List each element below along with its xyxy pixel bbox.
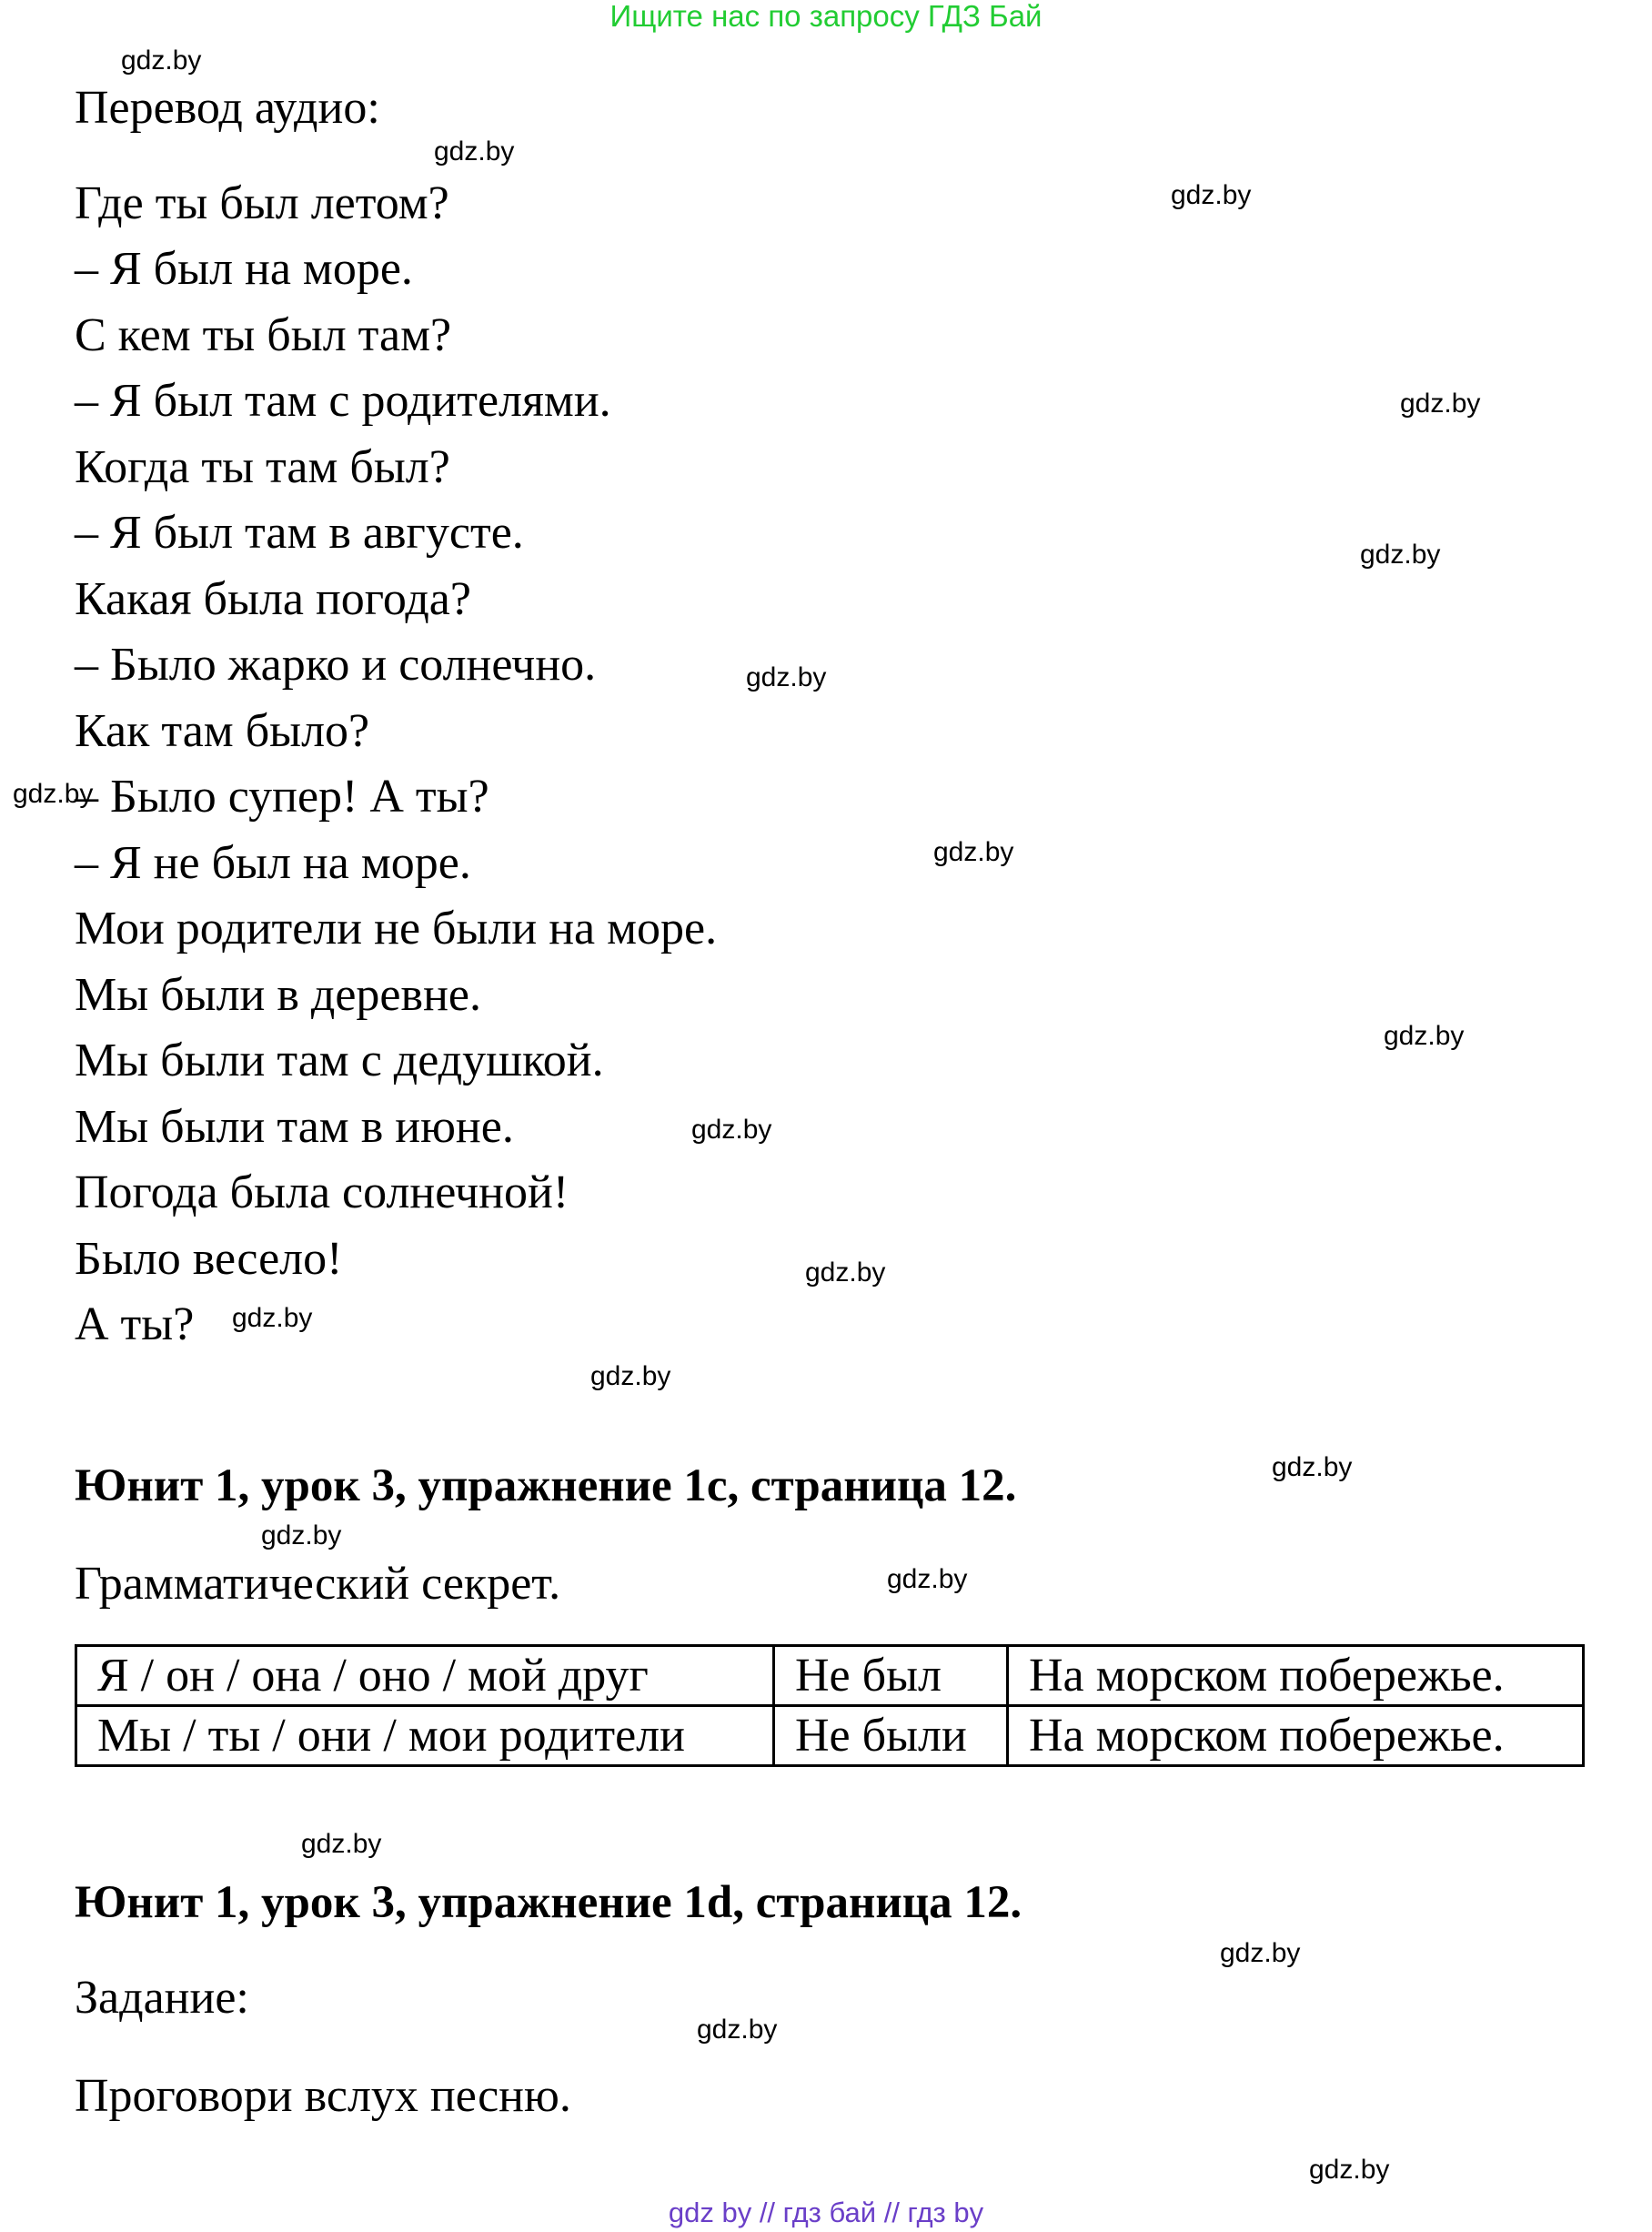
grammar-table <box>75 1644 1585 1767</box>
watermark: gdz.by <box>232 1303 313 1333</box>
table-row <box>76 1646 1584 1706</box>
audio-line: Погода была солнечной! <box>75 1166 569 1218</box>
audio-line: Когда ты там был? <box>75 441 450 493</box>
audio-line: – Я был на море. <box>75 243 413 295</box>
audio-line: Мои родители не были на море. <box>75 903 718 954</box>
watermark: gdz.by <box>1400 389 1481 419</box>
audio-line: А ты? <box>75 1298 195 1350</box>
watermark: gdz.by <box>1220 1938 1301 1968</box>
footer-links: gdz by // гдз бай // гдз by <box>668 2197 984 2228</box>
watermark: gdz.by <box>691 1115 772 1145</box>
audio-line: С кем ты был там? <box>75 309 452 361</box>
audio-line: Было весело! <box>75 1233 343 1285</box>
audio-line: Мы были там в июне. <box>75 1101 514 1153</box>
audio-line: – Я не был на море. <box>75 837 471 889</box>
watermark: gdz.by <box>1360 540 1441 570</box>
watermark: gdz.by <box>933 837 1014 867</box>
audio-line: Мы были там с дедушкой. <box>75 1035 604 1086</box>
watermark: gdz.by <box>434 136 515 167</box>
top-banner: Ищите нас по запросу ГДЗ Бай <box>609 0 1043 33</box>
audio-line: Какая была погода? <box>75 573 471 625</box>
watermark: gdz.by <box>746 662 827 692</box>
watermark: gdz.by <box>301 1829 382 1859</box>
audio-line: – Я был там с родителями. <box>75 375 611 427</box>
watermark: gdz.by <box>1171 180 1252 210</box>
table-row <box>76 1706 1584 1766</box>
section-1c-subtitle: Грамматический секрет. <box>75 1558 561 1610</box>
watermark: gdz.by <box>805 1257 886 1288</box>
audio-line: – Было жарко и солнечно. <box>75 639 597 691</box>
table-cell: Я / он / она / оно / мой друг <box>76 1646 774 1706</box>
watermark: gdz.by <box>887 1564 968 1594</box>
watermark: gdz.by <box>697 2015 778 2045</box>
watermark: gdz.by <box>1384 1021 1465 1051</box>
table-cell: Не был <box>774 1646 1008 1706</box>
task-label: Задание: <box>75 1972 249 2024</box>
table-cell: Не были <box>774 1706 1008 1766</box>
watermark: gdz.by <box>121 45 202 76</box>
audio-line: – Было супер! А ты? <box>75 771 489 823</box>
watermark: gdz.by <box>261 1520 342 1550</box>
table-cell: На морском побережье. <box>1008 1646 1584 1706</box>
watermark: gdz.by <box>1272 1452 1353 1482</box>
audio-line: Мы были в деревне. <box>75 969 481 1021</box>
audio-line: Где ты был летом? <box>75 177 449 229</box>
audio-line: Как там было? <box>75 705 370 757</box>
table-cell: На морском побережье. <box>1008 1706 1584 1766</box>
section-1c-heading: Юнит 1, урок 3, упражнение 1c, страница 12. <box>75 1460 1017 1511</box>
section-1d-heading: Юнит 1, урок 3, упражнение 1d, страница 12. <box>75 1877 1022 1928</box>
audio-line: – Я был там в августе. <box>75 507 524 559</box>
task-text: Проговори вслух песню. <box>75 2070 571 2122</box>
watermark: gdz.by <box>590 1361 671 1391</box>
audio-title: Перевод аудио: <box>75 82 380 134</box>
watermark: gdz.by <box>13 779 94 809</box>
watermark: gdz.by <box>1309 2155 1390 2185</box>
table-cell: Мы / ты / они / мои родители <box>76 1706 774 1766</box>
